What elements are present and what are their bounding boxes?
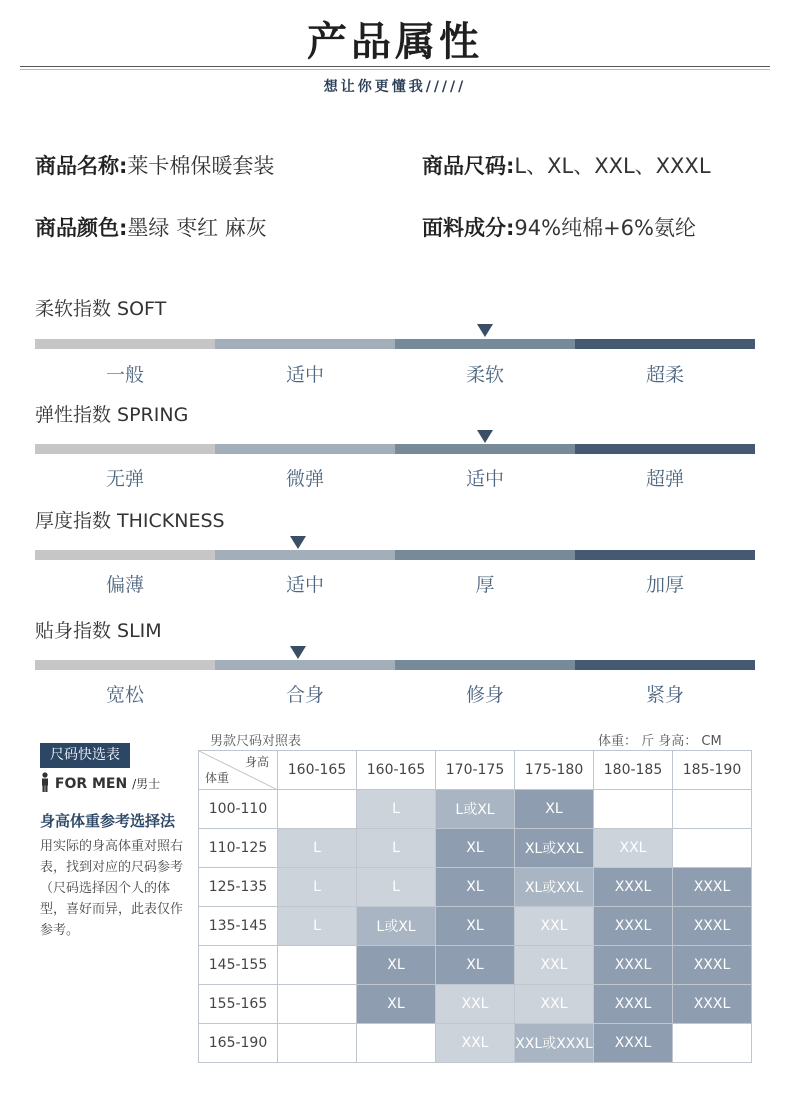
attr-product-size — [422, 150, 711, 180]
scale-segment — [35, 660, 215, 670]
size-table — [198, 750, 752, 1063]
man-icon — [40, 772, 50, 792]
table-row — [199, 829, 752, 868]
size-cell: XXXL — [594, 946, 673, 985]
attr-value: L、XL、XXL、XXXL — [514, 154, 711, 178]
table-row — [199, 790, 752, 829]
corner-weight-label: 体重 — [205, 771, 230, 785]
softness-scale-bar — [35, 339, 755, 349]
for-men-label — [40, 772, 160, 792]
thickness-scale-labels — [35, 570, 755, 597]
attr-value: 莱卡棉保暖套装 — [127, 154, 275, 178]
scale-label: 宽松 — [105, 684, 144, 706]
scale-segment — [575, 444, 755, 454]
scale-segment — [215, 660, 395, 670]
size-cell: XL — [436, 946, 515, 985]
table-row — [199, 907, 752, 946]
softness-marker-icon — [477, 324, 493, 337]
scale-segment — [35, 444, 215, 454]
softness-scale-labels — [35, 360, 755, 387]
height-header: 160-165 — [278, 751, 357, 790]
size-cell: L — [278, 868, 357, 907]
for-men-sub: /男士 — [132, 777, 161, 791]
scale-label: 偏薄 — [105, 574, 144, 596]
size-cell: XL或XXL — [515, 868, 594, 907]
attr-fabric — [422, 212, 696, 242]
table-row — [199, 946, 752, 985]
softness-index-title: 柔软指数 SOFT — [35, 298, 167, 320]
size-cell — [673, 1024, 752, 1063]
size-cell: XXL — [515, 946, 594, 985]
size-cell: XXXL — [594, 868, 673, 907]
scale-label: 合身 — [285, 684, 324, 706]
size-cell: L或XL — [436, 790, 515, 829]
size-cell: XL或XXL — [515, 829, 594, 868]
size-cell: L — [357, 868, 436, 907]
corner-height-label: 身高 — [244, 755, 269, 769]
elasticity-scale-bar — [35, 444, 755, 454]
page-subtitle: 想让你更懂我///// — [323, 79, 467, 95]
scale-segment — [575, 660, 755, 670]
for-men-text: FOR MEN — [54, 776, 128, 792]
size-cell: XXL — [515, 985, 594, 1024]
size-cell — [278, 790, 357, 829]
attr-product-name — [35, 150, 274, 180]
size-cell: XL — [436, 907, 515, 946]
size-cell: XXL或XXXL — [515, 1024, 594, 1063]
size-cell: XXXL — [594, 907, 673, 946]
size-cell — [673, 790, 752, 829]
thickness-scale-bar — [35, 550, 755, 560]
scale-segment — [395, 339, 575, 349]
size-table-caption: 男款尺码对照表 — [210, 734, 302, 749]
scale-label: 加厚 — [645, 574, 684, 596]
scale-label: 适中 — [285, 364, 324, 386]
table-row — [199, 985, 752, 1024]
weight-header: 135-145 — [199, 907, 278, 946]
scale-segment — [395, 660, 575, 670]
table-row — [199, 1024, 752, 1063]
thickness-marker-icon — [290, 536, 306, 549]
size-cell: XXL — [515, 907, 594, 946]
size-cell — [594, 790, 673, 829]
method-title: 身高体重参考选择法 — [40, 812, 176, 830]
size-cell: XL — [515, 790, 594, 829]
size-cell: XL — [436, 829, 515, 868]
height-header: 175-180 — [515, 751, 594, 790]
attr-value: 墨绿 枣红 麻灰 — [127, 216, 267, 240]
scale-label: 适中 — [465, 468, 504, 490]
thickness-index-title: 厚度指数 THICKNESS — [35, 510, 225, 532]
scale-segment — [35, 550, 215, 560]
page-title: 产品属性 — [307, 19, 483, 65]
elasticity-index-title: 弹性指数 SPRING — [35, 404, 189, 426]
scale-label: 修身 — [465, 684, 504, 706]
scale-label: 微弹 — [285, 468, 324, 490]
scale-segment — [395, 444, 575, 454]
weight-header: 125-135 — [199, 868, 278, 907]
size-cell — [357, 1024, 436, 1063]
height-header: 160-165 — [357, 751, 436, 790]
table-row — [199, 868, 752, 907]
fit-marker-icon — [290, 646, 306, 659]
size-quick-select-badge: 尺码快选表 — [40, 743, 130, 768]
size-cell: L — [357, 829, 436, 868]
weight-header: 110-125 — [199, 829, 278, 868]
attr-key: 商品颜色: — [35, 216, 128, 240]
height-header: 185-190 — [673, 751, 752, 790]
scale-segment — [215, 444, 395, 454]
attr-key: 商品名称: — [35, 154, 128, 178]
size-cell — [278, 946, 357, 985]
method-text: 用实际的身高体重对照右表，找到对应的尺码参考（尺码选择因个人的体型，喜好而异，此表仅作参考。 — [40, 839, 184, 938]
scale-segment — [575, 550, 755, 560]
size-cell — [673, 829, 752, 868]
size-cell: L — [278, 907, 357, 946]
title-divider — [20, 66, 770, 67]
fit-index-title: 贴身指数 SLIM — [35, 620, 162, 642]
fit-scale-bar — [35, 660, 755, 670]
attr-key: 面料成分: — [422, 216, 515, 240]
scale-segment — [395, 550, 575, 560]
size-cell: XXL — [594, 829, 673, 868]
size-cell: XXL — [436, 985, 515, 1024]
size-table-units: 体重： 斤 身高： CM — [598, 734, 722, 749]
size-cell: XXXL — [673, 946, 752, 985]
size-cell: XL — [436, 868, 515, 907]
scale-label: 一般 — [105, 364, 144, 386]
size-cell: XXXL — [594, 1024, 673, 1063]
size-cell: L — [278, 829, 357, 868]
size-cell: XXL — [436, 1024, 515, 1063]
elasticity-scale-labels — [35, 464, 755, 491]
weight-header: 100-110 — [199, 790, 278, 829]
scale-label: 厚 — [475, 574, 495, 596]
size-cell: XXXL — [594, 985, 673, 1024]
size-cell: XL — [357, 985, 436, 1024]
weight-header: 155-165 — [199, 985, 278, 1024]
scale-label: 无弹 — [105, 468, 144, 490]
weight-header: 165-190 — [199, 1024, 278, 1063]
height-header: 180-185 — [594, 751, 673, 790]
scale-label: 紧身 — [645, 684, 684, 706]
attr-key: 商品尺码: — [422, 154, 515, 178]
scale-label: 超柔 — [645, 364, 684, 386]
size-cell — [278, 985, 357, 1024]
scale-segment — [575, 339, 755, 349]
scale-label: 超弹 — [645, 468, 684, 490]
height-header: 170-175 — [436, 751, 515, 790]
attr-product-color — [35, 212, 267, 242]
size-cell: XXXL — [673, 907, 752, 946]
scale-segment — [215, 339, 395, 349]
scale-label: 适中 — [285, 574, 324, 596]
size-cell — [278, 1024, 357, 1063]
size-cell: XXXL — [673, 868, 752, 907]
size-cell: L或XL — [357, 907, 436, 946]
size-cell: L — [357, 790, 436, 829]
table-header-row — [199, 751, 752, 790]
title-divider-secondary — [20, 69, 770, 70]
size-cell: XXXL — [673, 985, 752, 1024]
scale-segment — [35, 339, 215, 349]
table-corner-cell — [199, 751, 278, 790]
scale-segment — [215, 550, 395, 560]
elasticity-marker-icon — [477, 430, 493, 443]
scale-label: 柔软 — [465, 364, 504, 386]
size-cell: XL — [357, 946, 436, 985]
attr-value: 94%纯棉+6%氨纶 — [514, 216, 696, 240]
fit-scale-labels — [35, 680, 755, 707]
weight-header: 145-155 — [199, 946, 278, 985]
